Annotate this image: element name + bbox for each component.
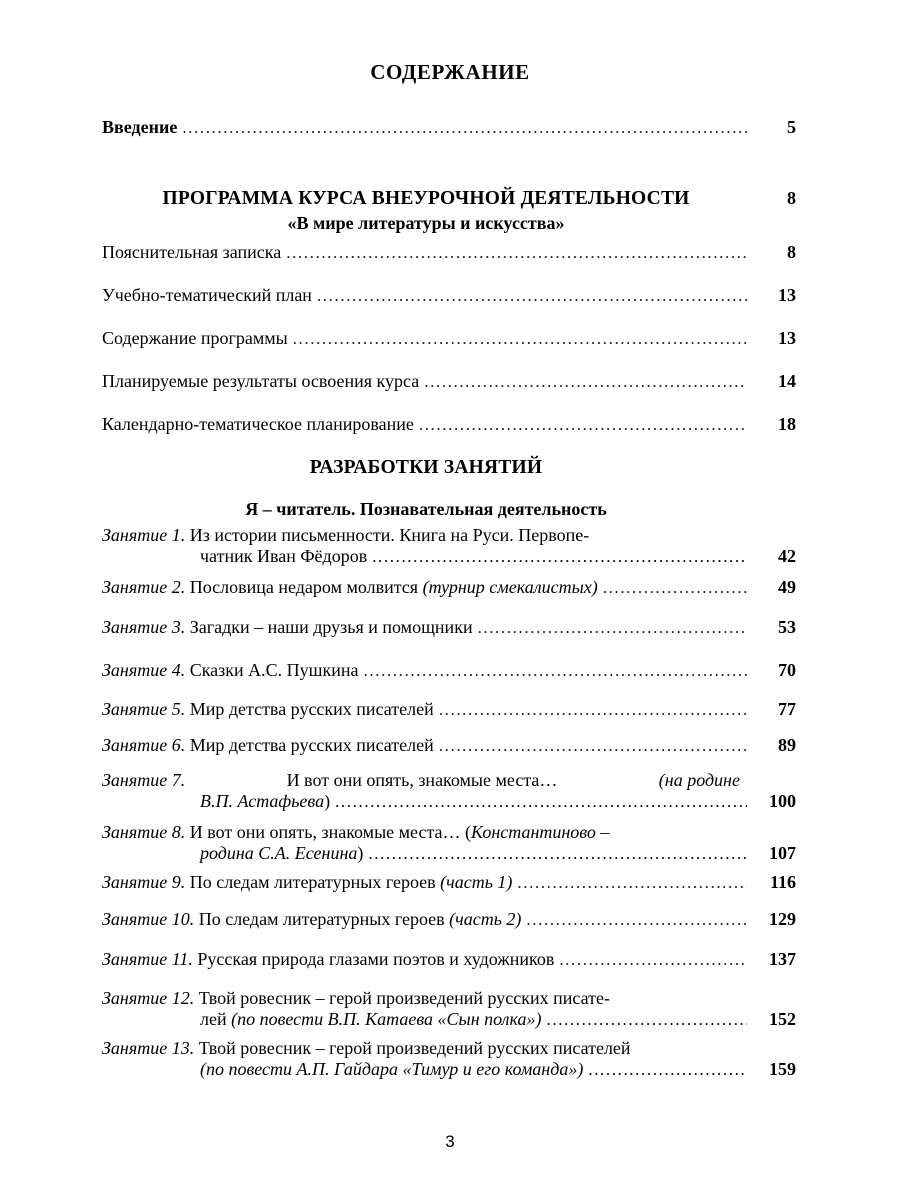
lesson-title-note-line2: (по повести В.П. Катаева «Сын полка»): [231, 1009, 542, 1030]
lesson-title-line2: чатник Иван Фёдоров: [200, 546, 368, 567]
lesson-title-line1: Твой ровесник – герой произведений русских писателей: [194, 1038, 631, 1058]
dot-leader: [478, 619, 747, 636]
dot-leader: [317, 287, 747, 304]
dot-leader: [517, 874, 747, 891]
lessons-group-heading: Я – читатель. Познавательная деятельность: [245, 499, 607, 520]
dot-leader: [293, 330, 747, 347]
lesson-number: Занятие 3.: [102, 617, 186, 637]
page-title: СОДЕРЖАНИЕ: [370, 60, 530, 84]
lesson-title-note-line1: (на родине: [658, 770, 740, 790]
toc-page-number: 152: [769, 1009, 796, 1030]
toc-page-number: 42: [778, 546, 796, 567]
toc-entry-label: Содержание программы: [102, 328, 288, 348]
program-heading-block: [102, 188, 796, 234]
lesson-number: Занятие 4.: [102, 660, 186, 680]
lesson-entry-10[interactable]: [102, 910, 796, 928]
lesson-entry-6[interactable]: [102, 736, 796, 754]
toc-row-program-4[interactable]: [102, 415, 796, 433]
toc-entry-label: Планируемые результаты освоения курса: [102, 371, 420, 391]
dot-leader: [372, 547, 747, 567]
toc-row-program-heading: [102, 188, 796, 210]
program-heading-page: 8: [787, 188, 796, 208]
dot-leader: [182, 119, 747, 136]
lesson-title: Мир детства русских писателей: [185, 699, 434, 719]
toc-row-program-0[interactable]: [102, 243, 796, 261]
lesson-title-note-line2: В.П. Астафьева: [200, 791, 325, 812]
toc-row-program-3[interactable]: [102, 372, 796, 390]
lesson-title-line2-tail: ): [324, 791, 331, 812]
lesson-entry-13[interactable]: [102, 1038, 796, 1080]
lesson-entry-7[interactable]: [102, 770, 796, 812]
dot-leader: [419, 416, 747, 433]
dot-leader: [547, 1010, 748, 1030]
lesson-title-note: (часть 2): [449, 909, 522, 929]
dot-leader: [603, 579, 747, 596]
toc-page-number: 13: [778, 328, 796, 348]
folio-page-number: 3: [445, 1132, 455, 1151]
toc-page-number: 14: [778, 371, 796, 391]
lesson-entry-2[interactable]: [102, 578, 796, 596]
lesson-number: Занятие 13.: [102, 1038, 195, 1058]
lesson-title-note-line2: родина С.А. Есенина: [200, 843, 358, 864]
lesson-number: Занятие 5.: [102, 699, 186, 719]
lesson-entry-1[interactable]: [102, 525, 796, 567]
lesson-title-note-line1: Константиново –: [471, 822, 610, 842]
toc-row-program-2[interactable]: [102, 329, 796, 347]
lessons-section-heading: РАЗРАБОТКИ ЗАНЯТИЙ: [309, 457, 543, 478]
lesson-number: Занятие 2.: [102, 577, 186, 597]
lesson-entry-8[interactable]: [102, 822, 796, 864]
toc-page-number: 8: [787, 242, 796, 262]
dot-leader: [439, 701, 747, 718]
dot-leader: [286, 244, 747, 261]
lessons-heading-block: [102, 457, 796, 520]
lesson-title-note: (турнир смекалистых): [422, 577, 598, 597]
dot-leader: [526, 911, 747, 928]
program-entries: [102, 243, 796, 433]
toc-page-number: 137: [769, 949, 796, 969]
lesson-number: Занятие 9.: [102, 872, 186, 892]
lesson-number: Занятие 11.: [102, 949, 193, 969]
toc-entry-label: Пояснительная записка: [102, 242, 282, 262]
lesson-title-line1: И вот они опять, знакомые места…: [286, 770, 558, 790]
lesson-entry-5[interactable]: [102, 700, 796, 718]
dot-leader: [424, 373, 747, 390]
lesson-title: Пословица недаром молвится: [185, 577, 423, 597]
toc-page-number: 70: [778, 660, 796, 680]
toc-page-number: 5: [787, 117, 796, 137]
dot-leader: [559, 951, 747, 968]
dot-leader: [368, 844, 747, 864]
dot-leader: [439, 737, 747, 754]
toc-page-number: 116: [769, 872, 796, 892]
lesson-title: По следам литературных героев: [185, 872, 441, 892]
program-section-subheading: «В мире литературы и искусства»: [287, 213, 565, 234]
toc-page-number: 100: [769, 791, 796, 812]
lesson-title-line1: И вот они опять, знакомые места… (: [185, 822, 472, 842]
lesson-entry-4[interactable]: [102, 661, 796, 679]
lesson-title: Загадки – наши друзья и помощники: [185, 617, 473, 637]
toc-page-number: 53: [778, 617, 796, 637]
dot-leader: [588, 1060, 747, 1080]
lesson-number: Занятие 8.: [102, 822, 186, 842]
lesson-number: Занятие 7.: [102, 770, 186, 790]
lesson-title-line1: Твой ровесник – герой произведений русских писате-: [194, 988, 610, 1008]
lesson-entry-9[interactable]: [102, 873, 796, 891]
toc-page-number: 89: [778, 735, 796, 755]
dot-leader: [335, 792, 747, 812]
lesson-number: Занятие 10.: [102, 909, 195, 929]
lesson-entry-11[interactable]: [102, 950, 796, 968]
toc-page-number: 49: [778, 577, 796, 597]
lesson-title-line2-tail: ): [357, 843, 364, 864]
dot-leader: [364, 662, 747, 679]
lesson-entry-12[interactable]: [102, 988, 796, 1030]
lesson-title-line1: Из истории письменности. Книга на Руси. Первопе-: [185, 525, 590, 545]
lesson-title-line2-head: лей: [200, 1009, 232, 1030]
program-section-heading: ПРОГРАММА КУРСА ВНЕУРОЧНОЙ ДЕЯТЕЛЬНОСТИ: [162, 188, 690, 209]
lesson-title-note-line2: (по повести А.П. Гайдара «Тимур и его команда»): [200, 1059, 584, 1080]
toc-page-number: 159: [769, 1059, 796, 1080]
lesson-number: Занятие 6.: [102, 735, 186, 755]
lesson-number: Занятие 1.: [102, 525, 186, 545]
toc-page-number: 77: [778, 699, 796, 719]
lesson-title-note: (часть 1): [440, 872, 513, 892]
toc-page-number: 129: [769, 909, 796, 929]
lesson-title: По следам литературных героев: [194, 909, 450, 929]
toc-entry-label: Календарно-тематическое планирование: [102, 414, 414, 434]
lesson-entry-3[interactable]: [102, 618, 796, 636]
toc-page-number: 13: [778, 285, 796, 305]
lesson-title: Мир детства русских писателей: [185, 735, 434, 755]
intro-entry-block: [102, 118, 796, 136]
lesson-number: Занятие 12.: [102, 988, 195, 1008]
lesson-title: Сказки А.С. Пушкина: [185, 660, 359, 680]
toc-page-number: 107: [769, 843, 796, 864]
toc-row-intro[interactable]: [102, 118, 796, 136]
toc-entry-label: Введение: [102, 117, 178, 137]
toc-row-program-1[interactable]: [102, 286, 796, 304]
toc-page-number: 18: [778, 414, 796, 434]
lesson-title: Русская природа глазами поэтов и художников: [192, 949, 555, 969]
toc-entry-label: Учебно-тематический план: [102, 285, 312, 305]
